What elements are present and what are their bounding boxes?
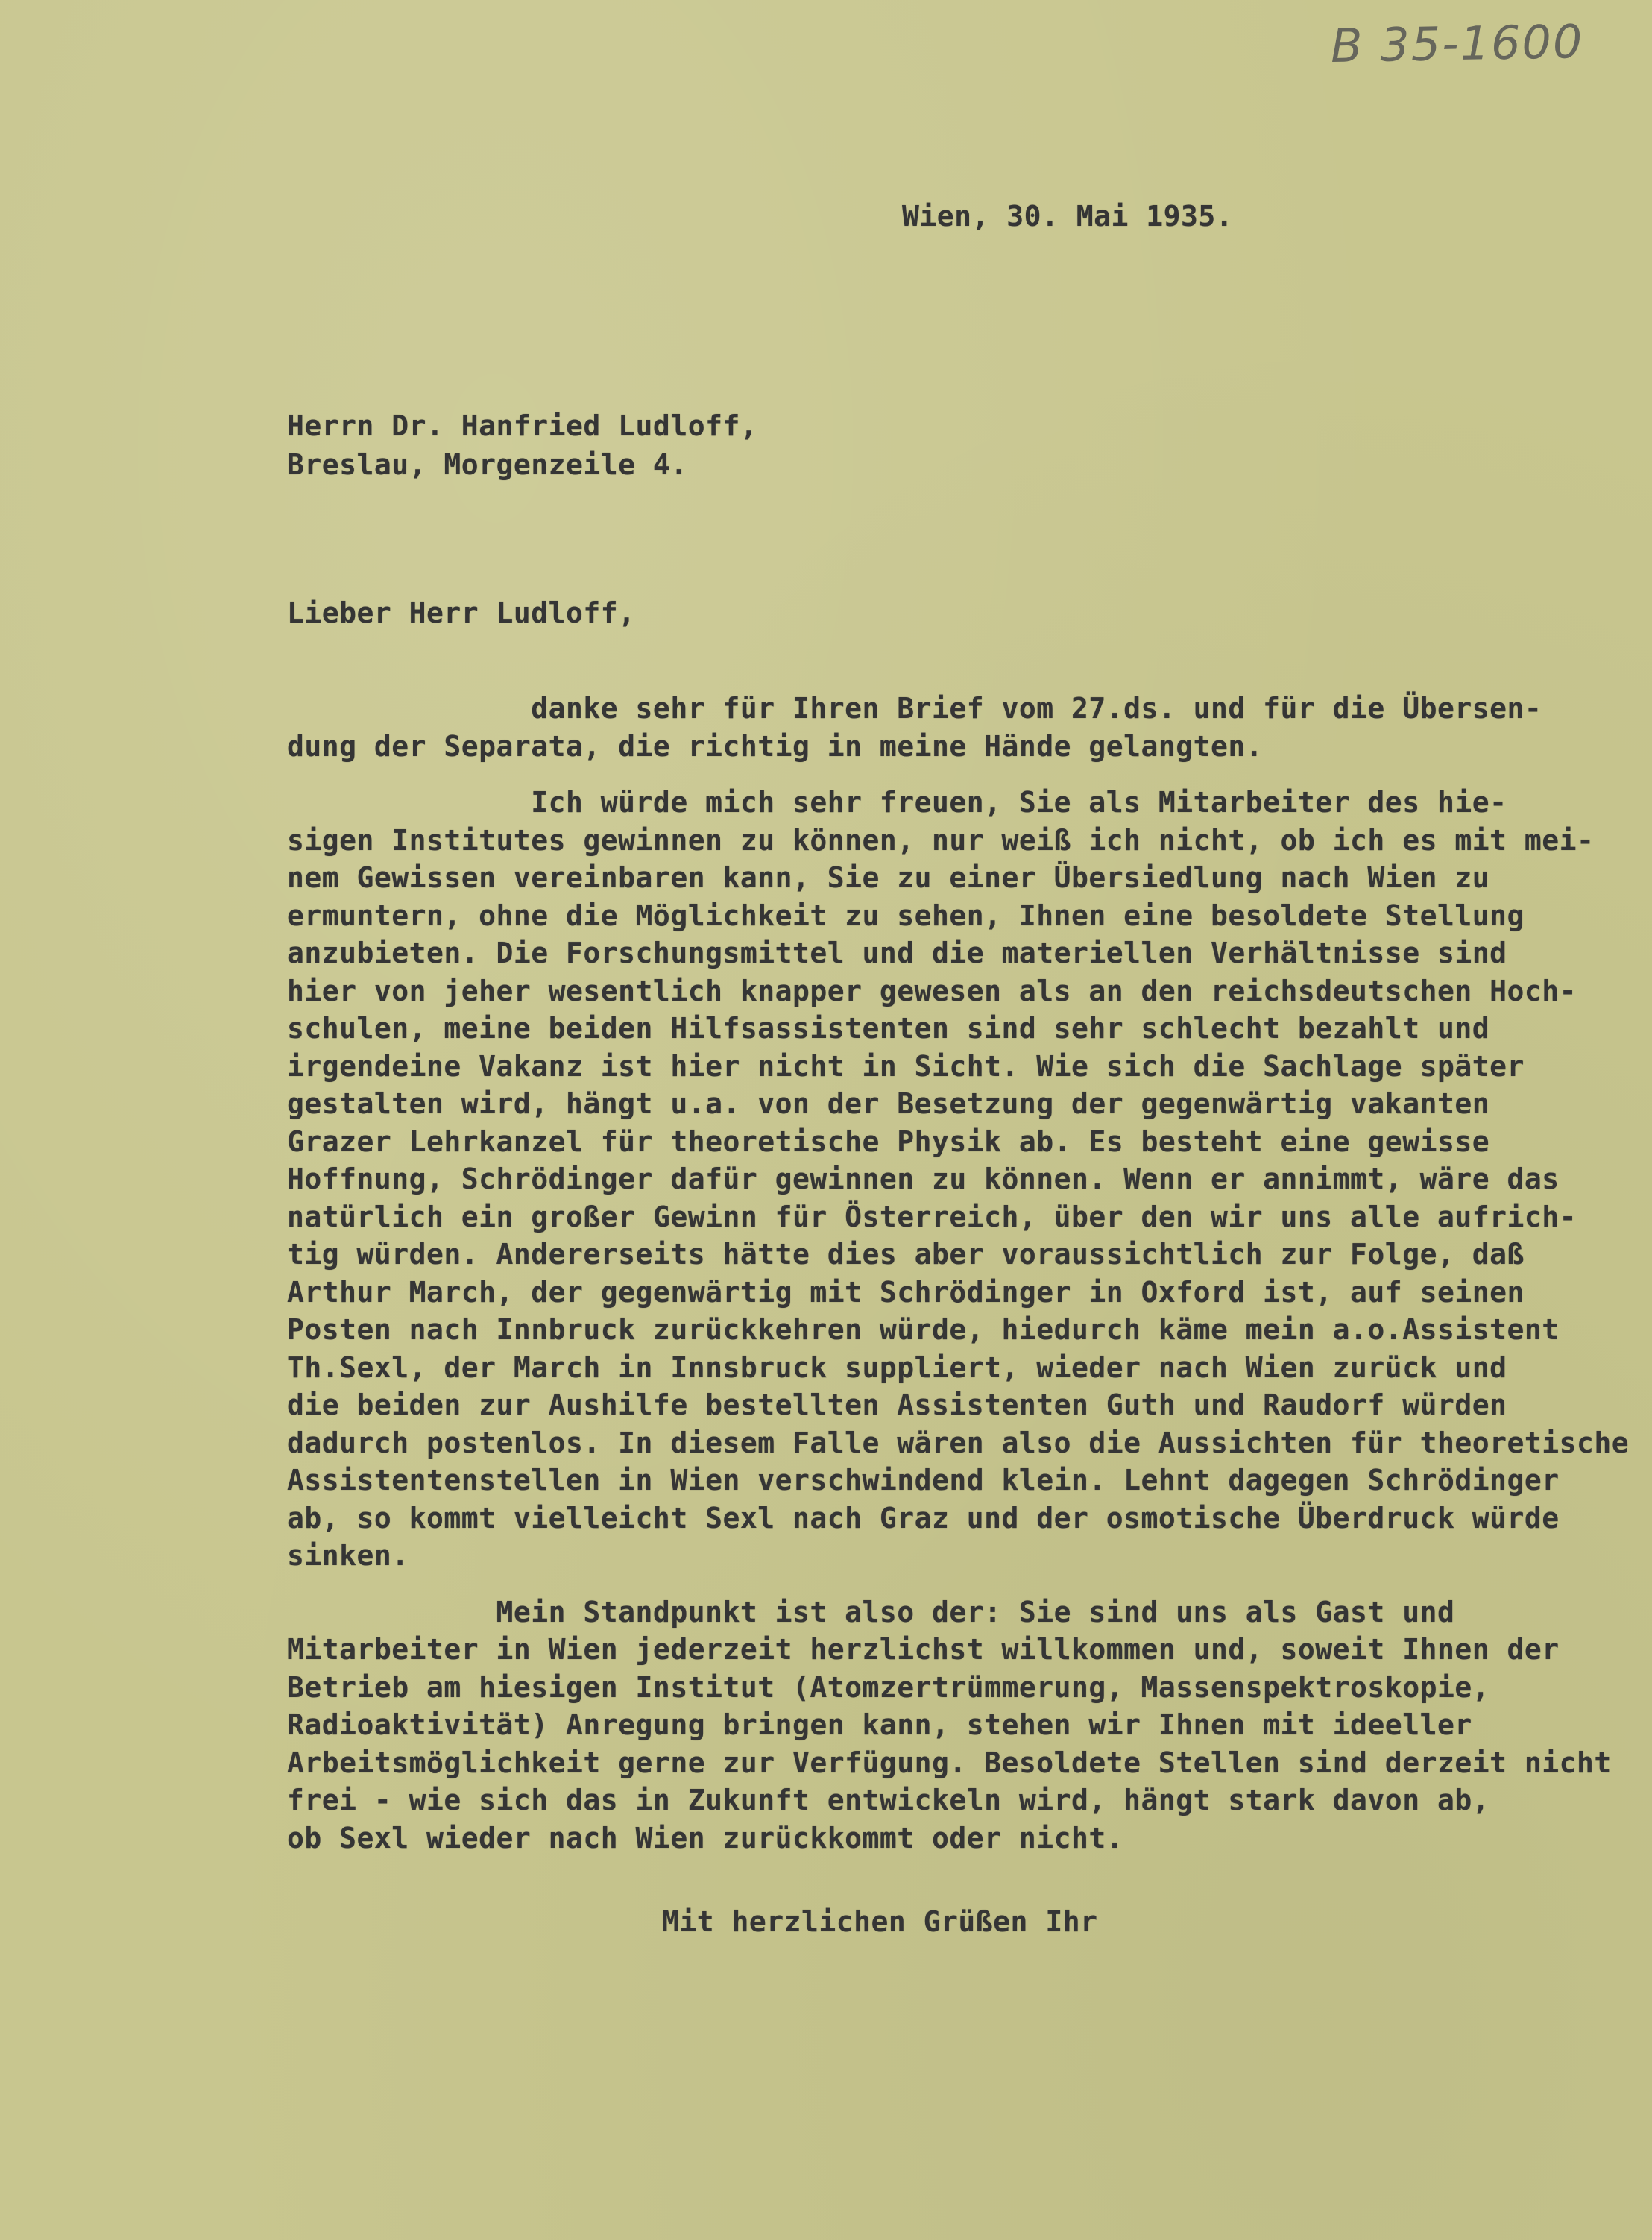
recipient-name-line: Herrn Dr. Hanfried Ludloff, — [287, 409, 758, 442]
body-line: ob Sexl wieder nach Wien zurückkommt oder nicht. — [287, 1821, 1124, 1854]
closing: Mit herzlichen Grüßen Ihr — [662, 1905, 1098, 1938]
body-line: dung der Separata, die richtig in meine Hände gelangten. — [287, 729, 1264, 763]
body-paragraph — [287, 784, 1630, 1575]
recipient-city-line: Breslau, Morgenzeile 4. — [287, 448, 688, 481]
body-line: danke sehr für Ihren Brief vom 27.ds. und für die Übersen- — [287, 692, 1542, 725]
body-line: anzubieten. Die Forschungsmittel und die materiellen Verhältnisse sind — [287, 937, 1507, 969]
body-line: schulen, meine beiden Hilfsassistenten sind sehr schlecht bezahlt und — [287, 1012, 1490, 1045]
archive-number: B 35-1600 — [1330, 14, 1584, 73]
recipient-address — [287, 406, 757, 484]
body-line: nem Gewissen vereinbaren kann, Sie zu einer Übersiedlung nach Wien zu — [287, 861, 1490, 894]
body-line: irgendeine Vakanz ist hier nicht in Sicht. Wie sich die Sachlage später — [287, 1049, 1525, 1083]
body-line: hier von jeher wesentlich knapper gewesen als an den reichsdeutschen Hoch- — [287, 974, 1577, 1007]
salutation: Lieber Herr Ludloff, — [287, 597, 636, 629]
body-line: Ich würde mich sehr freuen, Sie als Mitarbeiter des hie- — [287, 786, 1507, 819]
body-line: sigen Institutes gewinnen zu können, nur weiß ich nicht, ob ich es mit mei- — [287, 823, 1595, 857]
body-line: tig würden. Andererseits hätte dies aber voraussichtlich zur Folge, daß — [287, 1238, 1525, 1271]
body-paragraph — [287, 1594, 1621, 1857]
date-line: Wien, 30. Mai 1935. — [902, 200, 1234, 233]
body-line: ermuntern, ohne die Möglichkeit zu sehen, Ihnen eine besoldete Stellung — [287, 899, 1525, 932]
body-paragraph — [287, 690, 1621, 765]
body-line: natürlich ein großer Gewinn für Österreich, über den wir uns alle aufrich- — [287, 1200, 1577, 1233]
body-line: Th.Sexl, der March in Innsbruck suppliert, wieder nach Wien zurück und — [287, 1350, 1507, 1384]
body-line: Hoffnung, Schrödinger dafür gewinnen zu können. Wenn er annimmt, wäre das — [287, 1163, 1560, 1195]
letter-body — [287, 690, 1630, 1875]
body-line: Arbeitsmöglichkeit gerne zur Verfügung. Besoldete Stellen sind derzeit nicht — [287, 1746, 1612, 1779]
body-line: Betrieb am hiesigen Institut (Atomzertrümmerung, Massenspektroskopie, — [287, 1670, 1490, 1704]
body-line: die beiden zur Aushilfe bestellten Assistenten Guth und Raudorf würden — [287, 1388, 1507, 1421]
body-line: gestalten wird, hängt u.a. von der Besetzung der gegenwärtig vakanten — [287, 1087, 1490, 1120]
body-line: Arthur March, der gegenwärtig mit Schrödinger in Oxford ist, auf seinen — [287, 1275, 1525, 1309]
body-line: Posten nach Innbruck zurückkehren würde, hiedurch käme mein a.o.Assistent — [287, 1313, 1560, 1346]
body-line: dadurch postenlos. In diesem Falle wären also die Aussichten für theoretische — [287, 1426, 1630, 1459]
body-line: ab, so kommt vielleicht Sexl nach Graz und der osmotische Überdruck würde — [287, 1501, 1560, 1535]
body-line: Assistentenstellen in Wien verschwindend klein. Lehnt dagegen Schrödinger — [287, 1464, 1560, 1497]
body-line: frei - wie sich das in Zukunft entwickeln wird, hängt stark davon ab, — [287, 1784, 1490, 1816]
body-line: Mitarbeiter in Wien jederzeit herzlichst willkommen und, soweit Ihnen der — [287, 1633, 1560, 1666]
body-line: sinken. — [287, 1539, 409, 1572]
body-line: Mein Standpunkt ist also der: Sie sind uns als Gast und — [287, 1595, 1455, 1629]
body-line: Grazer Lehrkanzel für theoretische Physik ab. Es besteht eine gewisse — [287, 1124, 1490, 1158]
body-line: Radioaktivität) Anregung bringen kann, stehen wir Ihnen mit ideeller — [287, 1708, 1472, 1741]
